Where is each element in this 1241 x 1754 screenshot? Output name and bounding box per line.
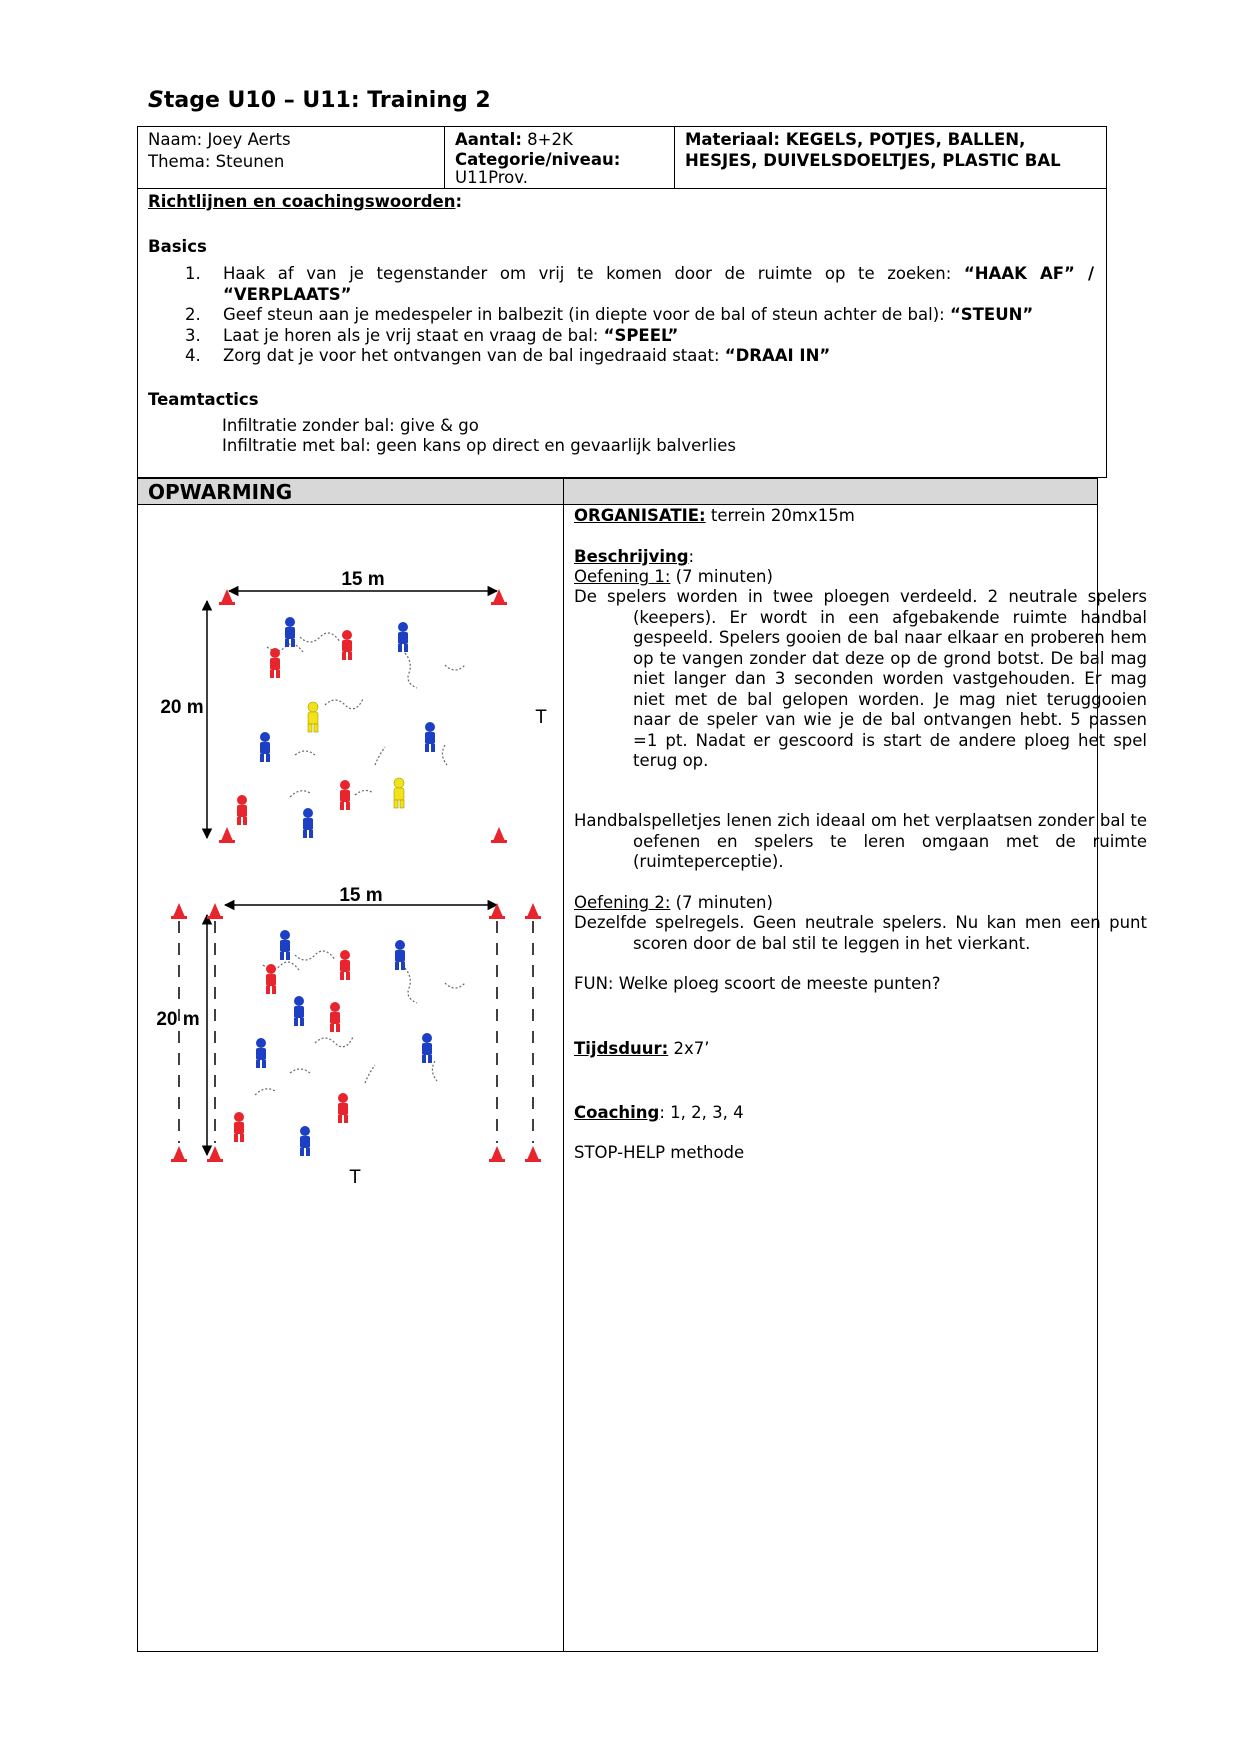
cone-icon [171,903,187,919]
player-yellow-icon [394,778,404,808]
teamtactics-item: Infiltratie met bal: geen kans op direct en gevaarlijk balverlies [222,436,736,455]
player-blue-icon [395,940,405,970]
cone-icon [207,903,223,919]
header-categorie-label: Categorie/niveau: [455,150,621,169]
player-red-icon [330,1002,340,1032]
player-blue-icon [256,1038,266,1068]
list-item: 1. Haak af van je tegenstander om vrij te komen door de ruimte op te zoeken: “HAAK AF” / “VERPLAATS” [185,264,1094,304]
list-item: 3. Laat je horen als je vrij staat en vraag de bal: “SPEEL” [185,325,679,345]
cone-icon [525,1146,541,1162]
cone-icon [525,903,541,919]
basics-heading: Basics [148,237,207,256]
player-red-icon [237,795,247,825]
player-yellow-icon [308,702,318,732]
player-blue-icon [294,996,304,1026]
stop-help: STOP-HELP methode [574,1143,745,1162]
fun-text: FUN: Welke ploeg scoort de meeste punten? [574,974,941,993]
page-title: Stage U10 – U11: Training 2 [148,88,491,113]
player-blue-icon [425,722,435,752]
cone-icon [489,1146,505,1162]
player-blue-icon [300,1126,310,1156]
field-diagram-1 [145,555,555,855]
player-red-icon [234,1112,244,1142]
basics-list [148,264,1094,367]
cone-icon [491,827,507,843]
list-item: 2. Geef steun aan je medespeler in balbezit (in diepte voor de bal of steun achter de bal): “STEUN” [185,305,1034,324]
cone-icon [207,1146,223,1162]
coaching: Coaching: 1, 2, 3, 4 [574,1103,744,1122]
oefening2-heading: Oefening 2: (7 minuten) [574,893,773,912]
header-aantal: Aantal: 8+2K [455,130,573,149]
player-red-icon [338,1093,348,1123]
header-materiaal: Materiaal: KEGELS, POTJES, BALLEN, HESJES, DUIVELSDOELTJES, PLASTIC BAL [685,130,1061,170]
oefening2-text: Dezelfde spelregels. Geen neutrale spelers. Nu kan men een punt scoren door de bal stil te leggen in het vierkant. [574,913,1147,953]
player-blue-icon [398,622,408,652]
header-naam: Naam: Joey Aerts [148,130,291,149]
diagram1-width-label: 15 m [341,569,385,590]
player-blue-icon [285,617,295,647]
handbal-text: Handbalspelletjes lenen zich ideaal om het verplaatsen zonder bal te oefenen en spelers te leren omgaan met de ruimte (ruimteperceptie). [574,811,1147,871]
list-item: 4. Zorg dat je voor het ontvangen van de bal ingedraaid staat: “DRAAI IN” [185,346,831,365]
header-categorie-value: U11Prov. [455,168,528,187]
organisatie: ORGANISATIE: terrein 20mx15m [574,506,855,525]
player-red-icon [340,950,350,980]
beschrijving-heading: Beschrijving: [574,547,695,566]
diagram1-height-label: 20 m [160,697,204,718]
cone-icon [219,827,235,843]
oefening1-heading: Oefening 1: (7 minuten) [574,567,773,586]
player-red-icon [340,780,350,810]
guidelines-heading: Richtlijnen en coachingswoorden: [148,192,463,211]
player-red-icon [342,630,352,660]
tijdsduur: Tijdsduur: 2x7’ [574,1039,710,1058]
player-blue-icon [280,930,290,960]
diagram2-trainer-label: T [349,1167,361,1188]
header-thema: Thema: Steunen [148,152,285,171]
player-blue-icon [303,808,313,838]
field-diagram-2 [145,873,555,1193]
player-red-icon [270,648,280,678]
player-blue-icon [260,732,270,762]
diagram2-height-label: 20 m [156,1009,200,1030]
player-blue-icon [422,1033,432,1063]
cone-icon [171,1146,187,1162]
diagram2-width-label: 15 m [339,885,383,906]
section-title: OPWARMING [148,480,293,504]
oefening1-text: De spelers worden in twee ploegen verdeeld. 2 neutrale spelers (keepers). Er wordt in een afgebakende ruimte handbal gespeeld. Spelers gooien de bal naar elkaar en proberen hem op te vangen zonder dat deze op de grond botst. De bal mag niet langer dan 3 seconden worden vastgehouden. Er mag niet met de bal gelopen worden. Je mag niet teruggooien naar de speler van wie je de bal ontvangen hebt. 5 passen =1 pt. Nadat er gescoord is start de andere ploeg het spel terug op. [574,587,1147,770]
player-red-icon [266,964,276,994]
diagram1-trainer-label: T [535,707,547,728]
teamtactics-heading: Teamtactics [148,390,259,409]
teamtactics-item: Infiltratie zonder bal: give & go [222,416,479,435]
